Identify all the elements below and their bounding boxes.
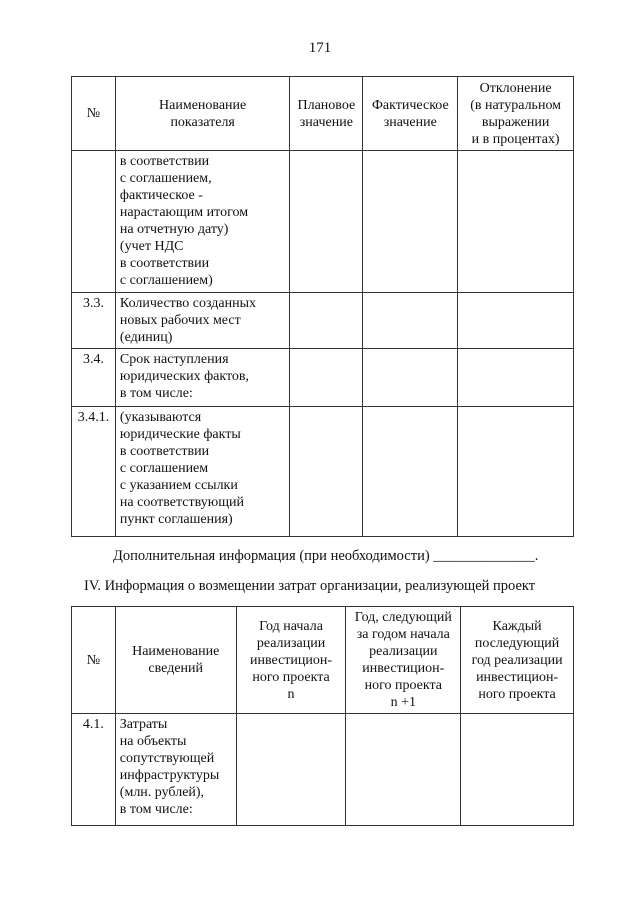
- column-header-number: №: [72, 607, 116, 714]
- year-n-cell: [236, 714, 346, 826]
- actual-value-cell: [363, 349, 458, 407]
- table-header-row: [72, 607, 574, 714]
- year-n-plus-1-cell: [346, 714, 461, 826]
- row-name: Количество созданных новых рабочих мест (единиц): [115, 293, 289, 349]
- deviation-cell: [458, 407, 574, 537]
- row-name: в соответствии с соглашением, фактическое - нарастающим итогом на отчетную дату) (учет НДС в соответствии с соглашением): [115, 151, 289, 293]
- table-row: [72, 151, 574, 293]
- column-header-name: Наименование сведений: [115, 607, 236, 714]
- costs-table: [71, 606, 574, 826]
- table-row: [72, 714, 574, 826]
- deviation-cell: [458, 349, 574, 407]
- column-header-number: №: [72, 77, 116, 151]
- deviation-cell: [458, 293, 574, 349]
- row-name: Затраты на объекты сопутствующей инфраструктуры (млн. рублей), в том числе:: [115, 714, 236, 826]
- column-header-name: Наименование показателя: [115, 77, 289, 151]
- column-header-year-n: Год начала реализации инвестицион- ного проекта n: [236, 607, 346, 714]
- deviation-cell: [458, 151, 574, 293]
- table-header-row: [72, 77, 574, 151]
- row-number: 3.4.: [72, 349, 116, 407]
- row-name: (указываются юридические факты в соответствии с соглашением с указанием ссылки на соответствующий пункт соглашения): [115, 407, 289, 537]
- actual-value-cell: [363, 151, 458, 293]
- table-row: [72, 407, 574, 537]
- row-number: 4.1.: [72, 714, 116, 826]
- indicators-table: [71, 76, 574, 537]
- column-header-each-following-year: Каждый последующий год реализации инвестицион- ного проекта: [461, 607, 574, 714]
- planned-value-cell: [290, 293, 363, 349]
- planned-value-cell: [290, 349, 363, 407]
- row-number: 3.3.: [72, 293, 116, 349]
- table-row: [72, 293, 574, 349]
- planned-value-cell: [290, 407, 363, 537]
- actual-value-cell: [363, 293, 458, 349]
- column-header-year-n-plus-1: Год, следующий за годом начала реализации инвестицион- ного проекта n +1: [346, 607, 461, 714]
- section-heading: IV. Информация о возмещении затрат организации, реализующей проект: [84, 578, 536, 594]
- additional-info-line: Дополнительная информация (при необходимости) ______________.: [113, 548, 539, 564]
- row-number: 3.4.1.: [72, 407, 116, 537]
- row-name: Срок наступления юридических фактов, в том числе:: [115, 349, 289, 407]
- column-header-actual: Фактическое значение: [363, 77, 458, 151]
- each-following-year-cell: [461, 714, 574, 826]
- table-row: [72, 349, 574, 407]
- row-number: [72, 151, 116, 293]
- actual-value-cell: [363, 407, 458, 537]
- column-header-planned: Плановое значение: [290, 77, 363, 151]
- planned-value-cell: [290, 151, 363, 293]
- column-header-deviation: Отклонение (в натуральном выражении и в процентах): [458, 77, 574, 151]
- page-number: 171: [308, 40, 332, 56]
